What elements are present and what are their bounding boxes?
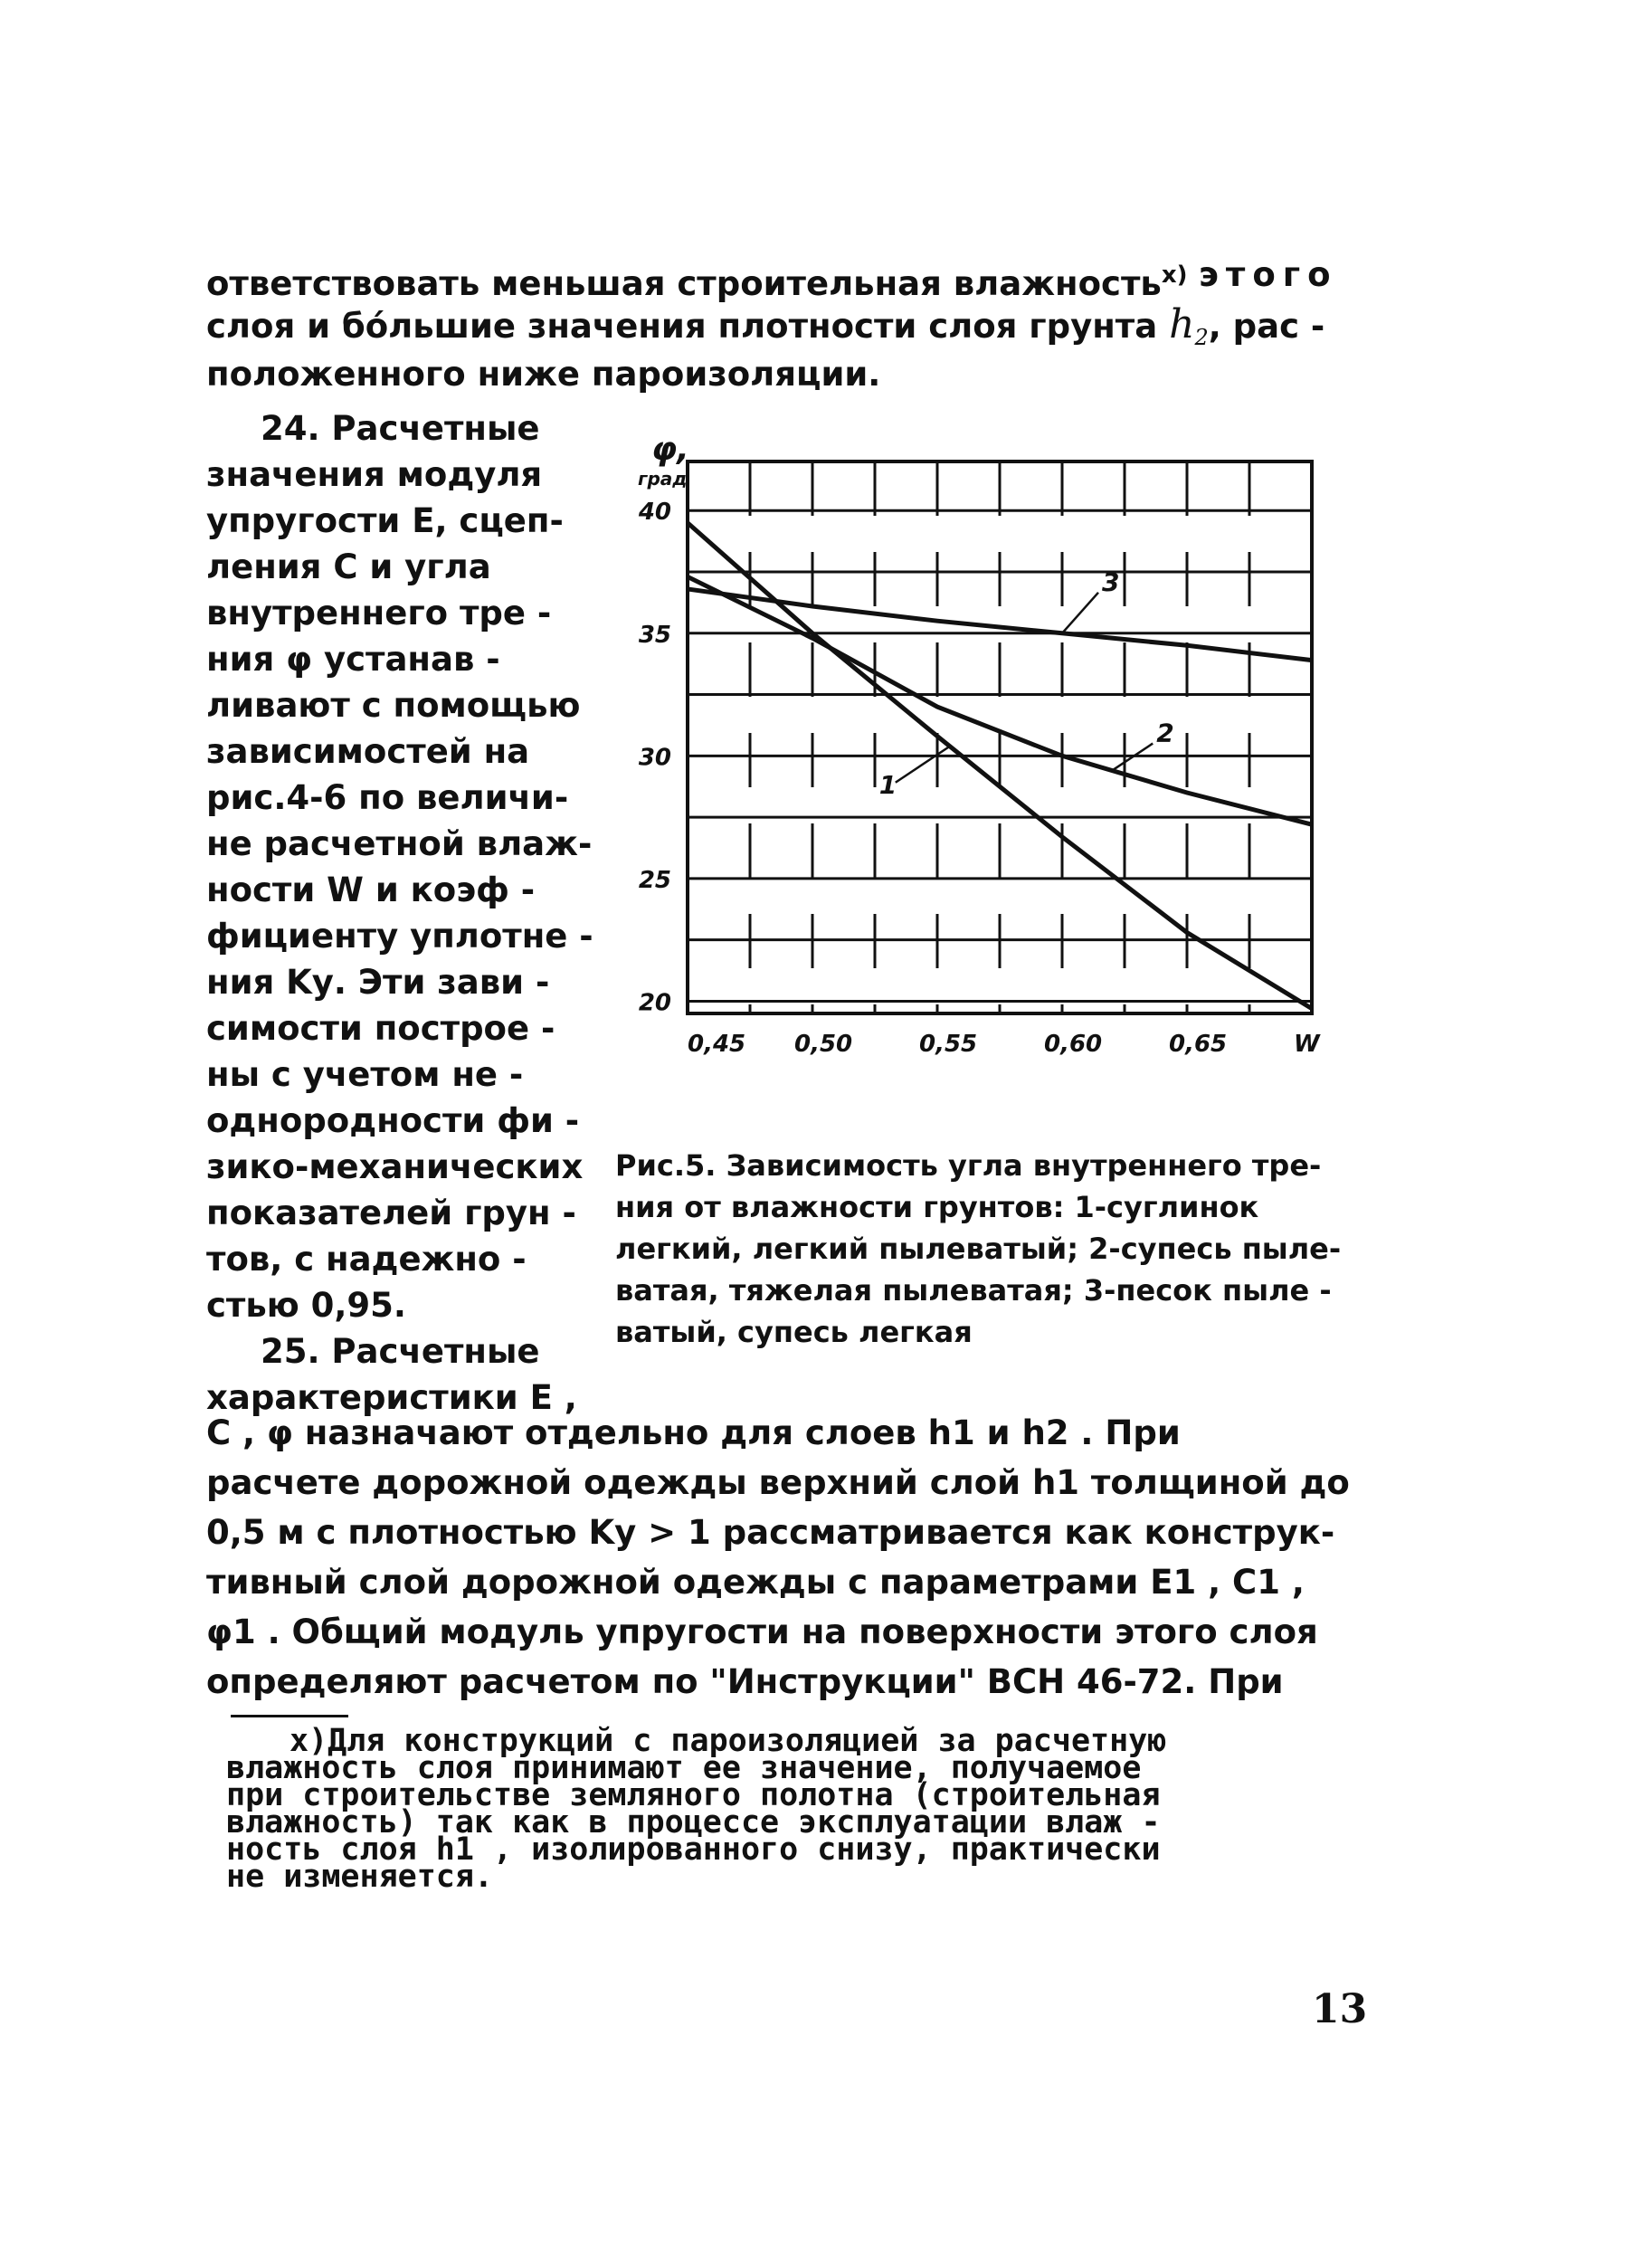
series-label-3: 3 xyxy=(1102,566,1120,597)
footnote-line: влажность) так как в процессе эксплуатации влаж - xyxy=(226,1804,1161,1841)
body-line: расчете дорожной одежды верхний слой h1 толщиной до xyxy=(206,1463,1350,1502)
caption-line: ния от влажности грунтов: 1-суглинок xyxy=(615,1190,1259,1224)
left-line: значения модуля xyxy=(206,455,543,494)
top-line-1-end xyxy=(1199,253,1338,297)
x-tick-label: 0,55 xyxy=(919,1031,978,1058)
x-tick-label: W xyxy=(1294,1031,1320,1058)
left-line: характеристики E , xyxy=(206,1378,577,1417)
top-line-2 xyxy=(206,303,1324,359)
symbol-h2-sub: 2 xyxy=(1194,325,1209,350)
left-line: ния φ устанав - xyxy=(206,640,500,679)
footnote-line: x)Для конструкций с пароизоляцией за расчетную xyxy=(290,1723,1167,1759)
page-number: 13 xyxy=(1312,1986,1368,2032)
caption-line: легкий, легкий пылеватый; 2-супесь пыле- xyxy=(615,1232,1342,1266)
body-line: φ1 . Общий модуль упругости на поверхности этого слоя xyxy=(206,1612,1318,1651)
series-label-1: 1 xyxy=(878,769,897,800)
top-line-2-text: слоя и бо́льшие значения плотности слоя грунта xyxy=(206,307,1158,346)
caption-line: ватый, супесь легкая xyxy=(615,1315,973,1349)
left-line: ления C и угла xyxy=(206,547,491,586)
chart-labels xyxy=(638,431,1321,1058)
y-axis-label: φ, xyxy=(651,431,689,468)
y-tick-label: 20 xyxy=(638,989,671,1017)
left-line: упругости E, сцеп- xyxy=(206,501,564,540)
left-line: зико-механических xyxy=(206,1147,584,1186)
left-line: однородности фи - xyxy=(206,1101,580,1140)
top-line-3 xyxy=(206,353,880,396)
caption-line: Рис.5. Зависимость угла внутреннего тре- xyxy=(615,1148,1322,1183)
left-line: ливают с помощью xyxy=(206,686,581,725)
left-line: внутреннего тре - xyxy=(206,594,552,633)
left-line: 25. Расчетные xyxy=(261,1332,540,1371)
left-line: показателей грун - xyxy=(206,1194,576,1232)
symbol-h2-letter: h xyxy=(1169,301,1195,347)
left-line: фициенту уплотне - xyxy=(206,917,593,956)
body-line: C , φ назначают отдельно для слоев h1 и h2 . При xyxy=(206,1413,1181,1452)
y-axis-unit: град xyxy=(638,468,688,490)
series-leader-3 xyxy=(1062,593,1098,633)
x-tick-label: 0,45 xyxy=(688,1031,746,1058)
left-line: тов, с надежно - xyxy=(206,1240,527,1279)
chart-grid xyxy=(688,461,1312,1013)
y-tick-label: 35 xyxy=(638,621,671,649)
left-line: ны с учетом не - xyxy=(206,1055,524,1094)
footnote-line: при строительстве земляного полотна (строительная xyxy=(226,1777,1161,1813)
x-tick-label: 0,60 xyxy=(1044,1031,1103,1058)
friction-angle-chart xyxy=(597,425,1339,1068)
left-line: не расчетной влаж- xyxy=(206,824,593,863)
left-line: ния Kу. Эти зави - xyxy=(206,963,550,1002)
top-line-1 xyxy=(206,253,1187,306)
caption-line: ватая, тяжелая пылеватая; 3-песок пыле - xyxy=(615,1273,1332,1308)
x-tick-label: 0,50 xyxy=(794,1031,853,1058)
y-tick-label: 40 xyxy=(638,499,671,527)
top-line-1-end-text: этого xyxy=(1199,255,1338,294)
y-tick-label: 25 xyxy=(638,866,671,894)
body-line: определяют расчетом по "Инструкции" ВСН 46-72. При xyxy=(206,1662,1284,1701)
series-label-2: 2 xyxy=(1156,718,1174,748)
y-tick-label: 30 xyxy=(638,744,671,772)
footnote-line: ность слоя h1 , изолированного снизу, практически xyxy=(226,1831,1161,1868)
body-line: тивный слой дорожной одежды с параметрами E1 , C1 , xyxy=(206,1563,1305,1602)
left-line: симости построе - xyxy=(206,1009,555,1048)
body-line: 0,5 м с плотностью Kу > 1 рассматривается как конструк- xyxy=(206,1513,1335,1552)
left-line: ности W и коэф - xyxy=(206,870,536,909)
left-line: зависимостей на xyxy=(206,732,530,771)
left-line: 24. Расчетные xyxy=(261,409,540,448)
top-line-2-end: , рас - xyxy=(1208,307,1325,346)
footnote-rule xyxy=(231,1715,348,1717)
symbol-h2 xyxy=(1169,301,1209,350)
top-line-3-text: положенного ниже пароизоляции. xyxy=(206,355,881,394)
top-line-1-text: ответствовать меньшая строительная влажность xyxy=(206,264,1162,303)
series-leader-1 xyxy=(896,747,950,783)
x-tick-label: 0,65 xyxy=(1169,1031,1228,1058)
footnote-line: не изменяется. xyxy=(226,1859,494,1895)
left-line: стью 0,95. xyxy=(206,1286,406,1325)
left-line: рис.4-6 по величи- xyxy=(206,778,569,817)
footnote-line: влажность слоя принимают ее значение, получаемое xyxy=(226,1750,1142,1786)
footnote-marker: x) xyxy=(1161,262,1188,289)
